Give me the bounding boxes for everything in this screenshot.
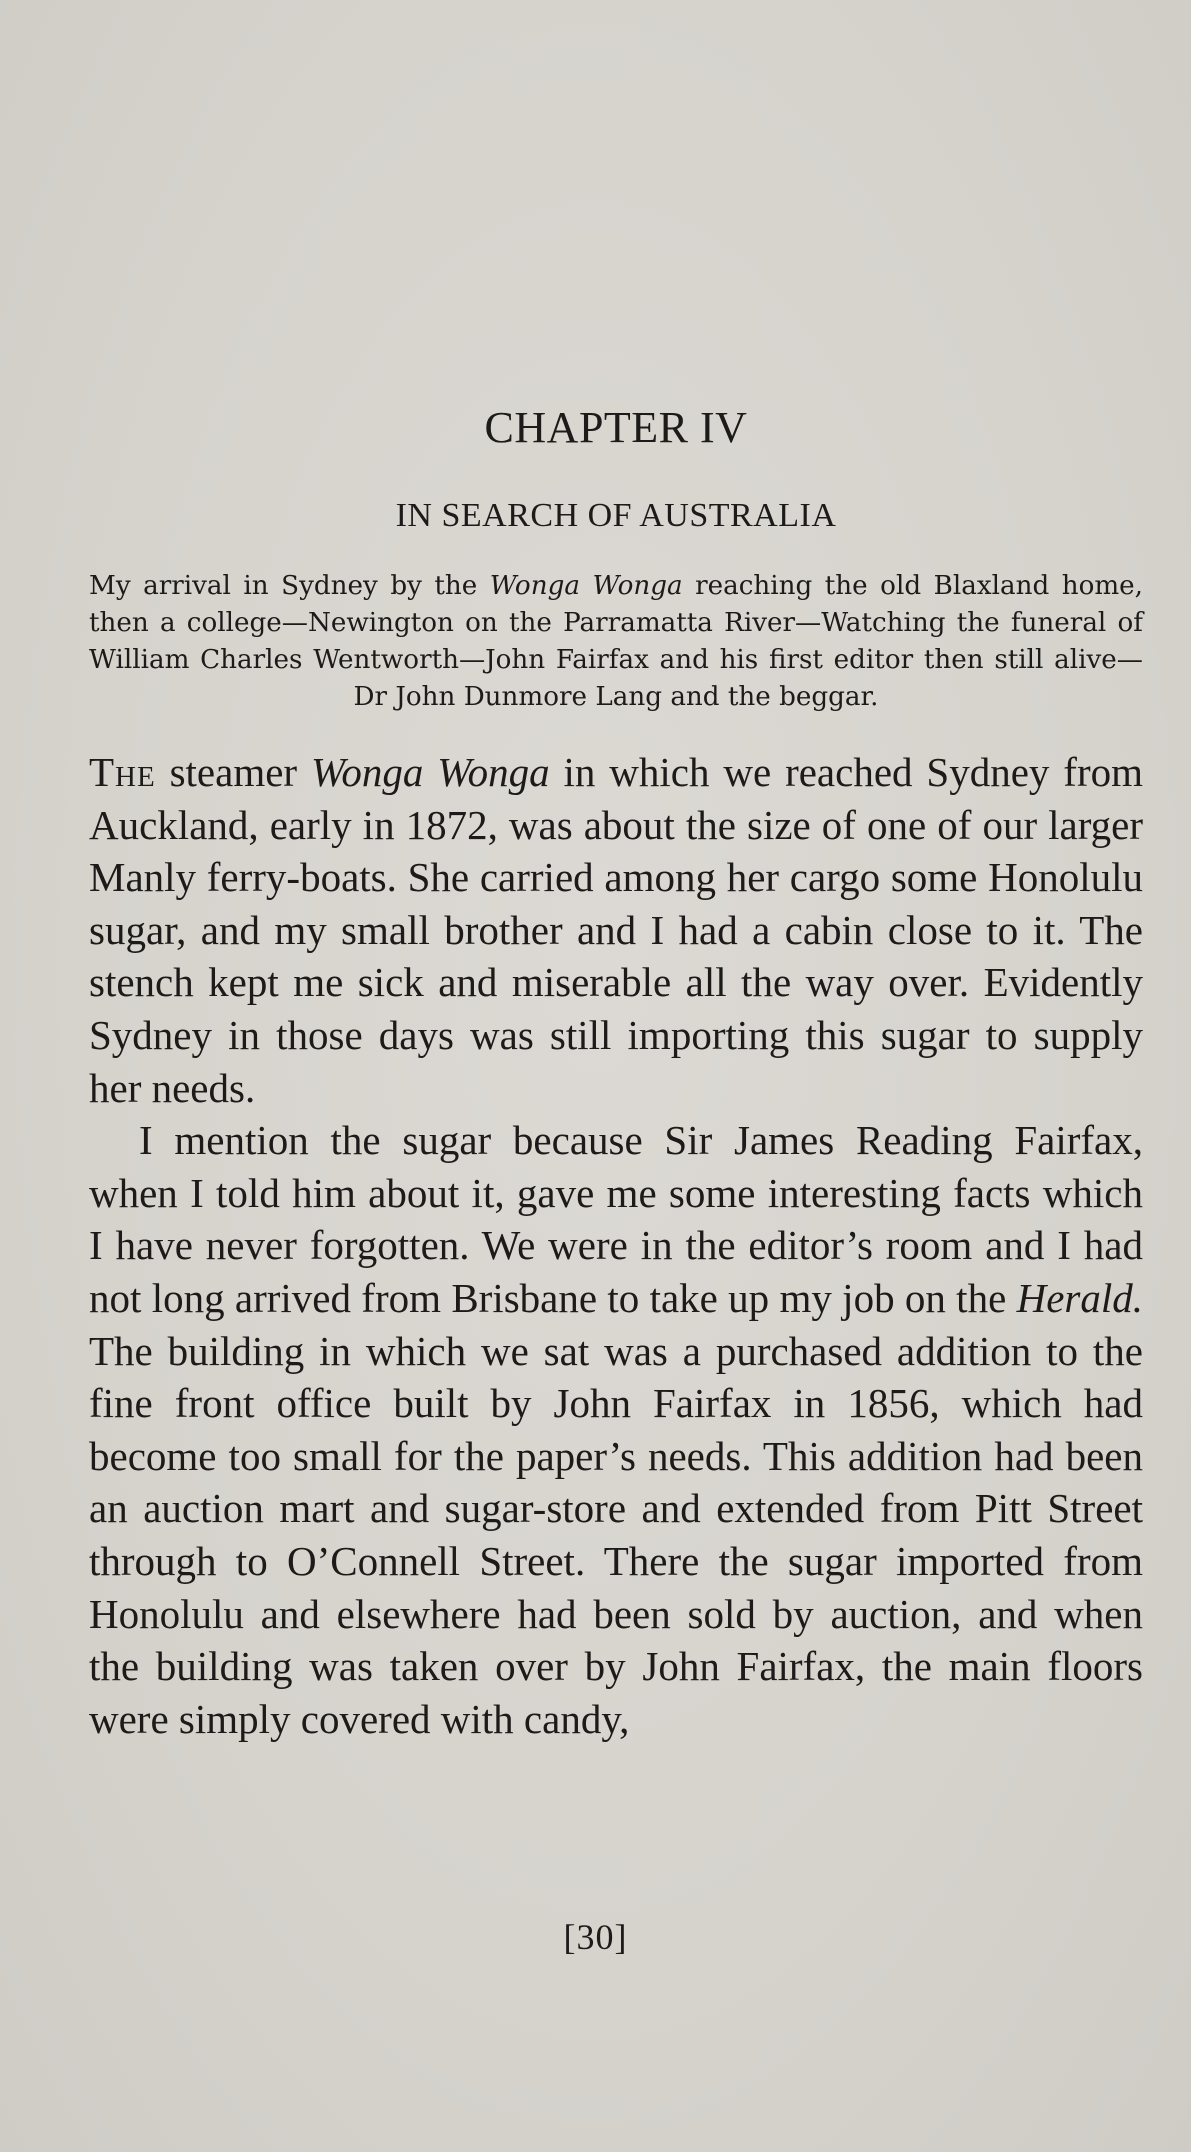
paragraph-2-text-a: I mention the sugar because Sir James Reading Fairfax, when I told him about it, gave me some interesting facts which I have never forgotten. We were in the editor’s room and I had not long arrived from Brisbane to take up my job on the — [89, 1117, 1143, 1321]
paragraph-1-text-b: in which we reached Sydney from Auckland, early in 1872, was about the size of one of our larger Manly ferry-boats. She carried among her cargo some Honolulu sugar, and my small brother and I had a cabin close to it. The stench kept me sick and miserable all the way over. Evidently Sydney in those days was still importing this sugar to supply her needs. — [89, 749, 1144, 1111]
paragraph-2 — [89, 1114, 1143, 1745]
chapter-subtitle: IN SEARCH OF AUSTRALIA — [395, 497, 837, 534]
paragraph-1 — [89, 746, 1143, 1114]
paragraph-1-ship-name: Wonga Wonga — [310, 749, 550, 795]
synopsis-text-2: reaching the old Blaxland home, then a college—Newington on the Parramatta River—Watching the funeral of William Charles Wentworth—John Fairfax and his first editor then still alive—Dr John Dunmore Lang and the beggar. — [89, 571, 1143, 712]
chapter-synopsis — [89, 568, 1143, 716]
paragraph-2-newspaper-name: Herald. — [1016, 1274, 1143, 1321]
synopsis-text-1: My arrival in Sydney by the — [89, 571, 490, 601]
opening-word: The — [89, 749, 156, 795]
synopsis-ship-name: Wonga Wonga — [489, 571, 683, 601]
body-text — [89, 746, 1143, 1745]
paragraph-2-text-b: The building in which we sat was a purchased addition to the fine front office built by John Fairfax in 1856, which had become too small for the paper’s needs. This addition had been an auction mart and sugar-store and extended from Pitt Street through to O’Connell Street. There the sugar imported from Honolulu and elsewhere had been sold by auction, and when the building was taken over by John Fairfax, the main floors were simply covered with candy, — [89, 1327, 1143, 1742]
chapter-title: CHAPTER IV — [484, 403, 748, 452]
page-number: [30] — [563, 1917, 628, 1957]
book-page — [89, 400, 1143, 1745]
paragraph-1-text-a: steamer — [155, 749, 311, 795]
